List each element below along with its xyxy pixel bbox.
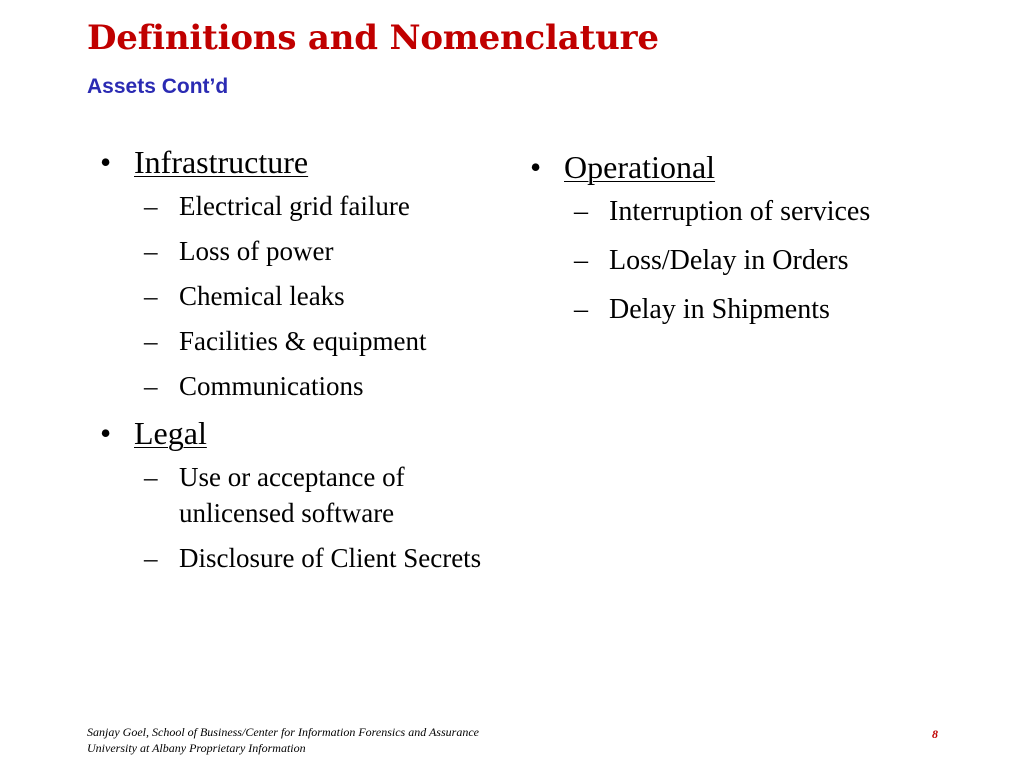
sub-item-text: Disclosure of Client Secrets bbox=[179, 543, 482, 573]
sub-item-text: Communications bbox=[179, 371, 364, 401]
footer-line-proprietary: University at Albany Proprietary Information bbox=[87, 741, 306, 755]
footer-line-author: Sanjay Goel, School of Business/Center for Information Forensics and Assurance bbox=[87, 725, 479, 739]
sub-item bbox=[574, 242, 970, 279]
dash-icon: – bbox=[144, 236, 158, 266]
bullet-group-infrastructure bbox=[100, 142, 500, 404]
footer bbox=[87, 724, 479, 756]
bullet-label-infrastructure: Infrastructure bbox=[134, 144, 309, 180]
bullet-label-legal: Legal bbox=[134, 415, 207, 451]
sub-list bbox=[100, 459, 500, 576]
page-number: 8 bbox=[932, 727, 938, 741]
sub-item bbox=[144, 540, 500, 576]
dash-icon: – bbox=[144, 543, 158, 573]
dash-icon: – bbox=[144, 191, 158, 221]
sub-item bbox=[144, 233, 500, 269]
slide-subtitle: Assets Cont’d bbox=[87, 75, 229, 98]
sub-list bbox=[530, 193, 970, 328]
sub-item-text: Interruption of services bbox=[609, 196, 871, 227]
sub-item bbox=[144, 323, 500, 359]
bullet-label-operational: Operational bbox=[564, 149, 716, 185]
bullet-dot-icon: • bbox=[100, 144, 112, 180]
bullet-heading bbox=[100, 413, 500, 453]
sub-item-text: Electrical grid failure bbox=[179, 191, 410, 221]
sub-item-text: Delay in Shipments bbox=[609, 294, 830, 325]
dash-icon: – bbox=[574, 196, 588, 227]
sub-item-text: Loss of power bbox=[179, 236, 334, 266]
dash-icon: – bbox=[144, 326, 158, 356]
left-column bbox=[100, 142, 500, 585]
dash-icon: – bbox=[574, 294, 588, 325]
right-column bbox=[530, 147, 970, 340]
bullet-heading bbox=[100, 142, 500, 182]
sub-item bbox=[574, 291, 970, 328]
dash-icon: – bbox=[144, 371, 158, 401]
bullet-group-legal bbox=[100, 413, 500, 576]
dash-icon: – bbox=[144, 281, 158, 311]
sub-item-text: Facilities & equipment bbox=[179, 326, 427, 356]
slide-title: Definitions and Nomenclature bbox=[87, 18, 659, 58]
sub-item bbox=[144, 459, 500, 531]
bullet-heading bbox=[530, 147, 970, 187]
sub-item bbox=[144, 188, 500, 224]
bullet-group-operational bbox=[530, 147, 970, 328]
sub-item-text: Use or acceptance of unlicensed software bbox=[179, 462, 405, 528]
sub-item bbox=[144, 368, 500, 404]
dash-icon: – bbox=[144, 462, 158, 492]
dash-icon: – bbox=[574, 245, 588, 276]
sub-item-text: Loss/Delay in Orders bbox=[609, 245, 849, 276]
bullet-dot-icon: • bbox=[100, 415, 112, 451]
sub-item bbox=[574, 193, 970, 230]
sub-item bbox=[144, 278, 500, 314]
sub-list bbox=[100, 188, 500, 404]
bullet-dot-icon: • bbox=[530, 149, 542, 185]
sub-item-text: Chemical leaks bbox=[179, 281, 345, 311]
